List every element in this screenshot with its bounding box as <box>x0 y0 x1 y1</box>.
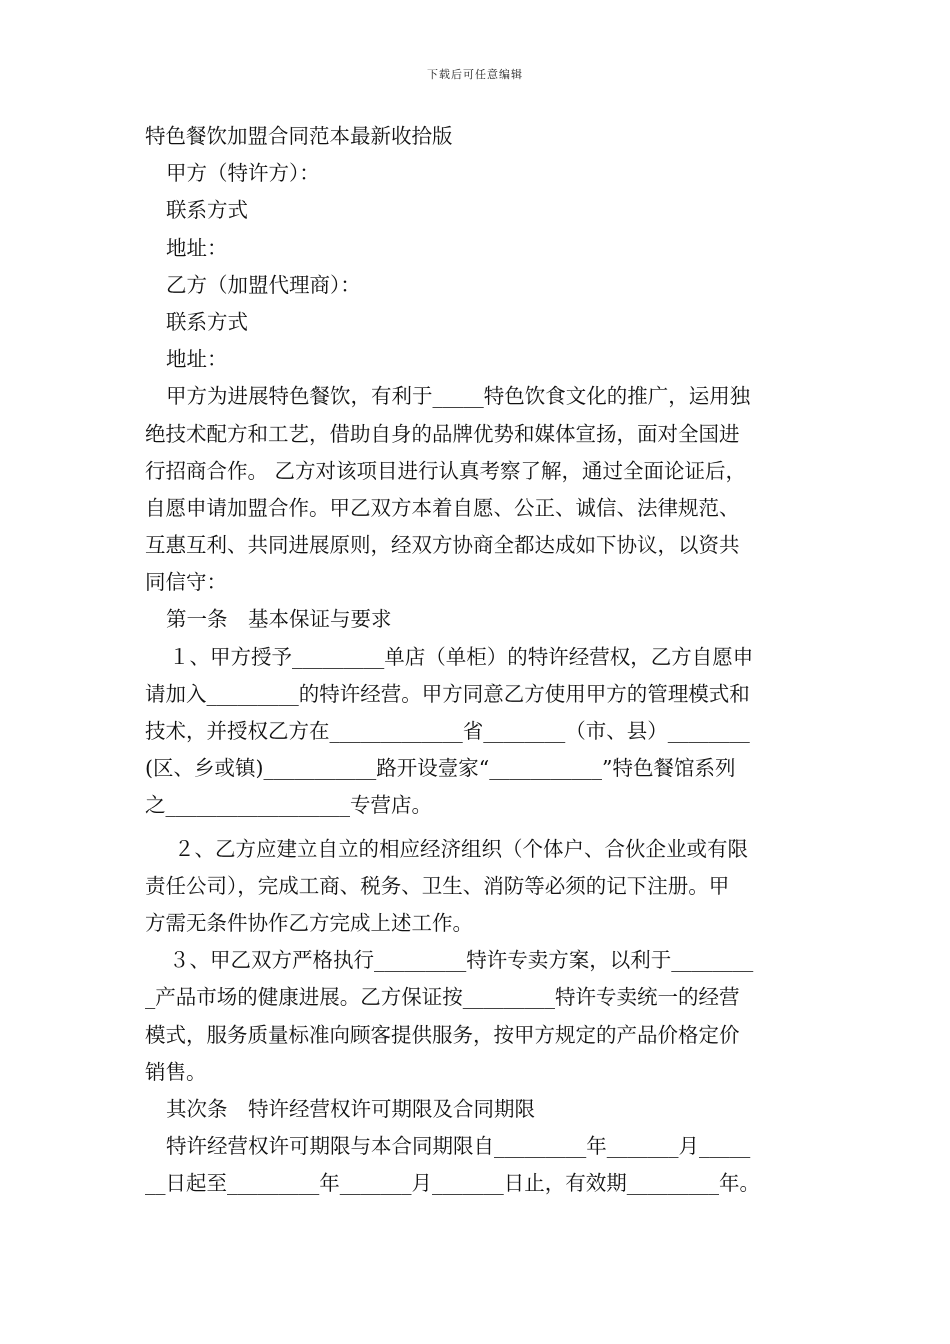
clause-line: 方需无条件协作乙方完成上述工作。 <box>145 910 473 935</box>
article1-clause1 <box>145 639 815 825</box>
party-a-contact: 联系方式 <box>166 198 248 223</box>
clause-line: 特许经营权许可期限与本合同期限自_________年_______月_____ <box>166 1134 751 1159</box>
intro-line: 互惠互利、共同进展原则，经双方协商全都达成如下协议，以资共 <box>145 533 740 558</box>
clause-line: 责任公司），完成工商、税务、卫生、消防等必须的记下注册。甲 <box>145 873 730 898</box>
intro-line: 甲方为进展特色餐饮，有利于_____特色饮食文化的推广，运用独 <box>166 384 751 409</box>
intro-paragraph <box>145 378 815 601</box>
document-body <box>145 118 815 1202</box>
clause-line: 技术，并授权乙方在_____________省________（市、县）________ <box>145 719 750 743</box>
article1-clause3 <box>145 942 815 1091</box>
intro-line: 行招商合作。 乙方对该项目进行认真考察了解，通过全面论证后， <box>145 458 747 483</box>
party-b-contact: 联系方式 <box>166 309 248 334</box>
party-b-label: 乙方（加盟代理商）： <box>166 272 361 297</box>
intro-line: 自愿申请加盟合作。甲乙双方本着自愿、公正、诚信、法律规范、 <box>145 495 740 520</box>
clause-line: _产品市场的健康进展。乙方保证按_________特许专卖统一的经营 <box>145 985 740 1010</box>
intro-line: 同信守： <box>145 570 227 595</box>
intro-line: 绝技术配方和工艺，借助自身的品牌优势和媒体宣扬，面对全国进 <box>145 421 740 446</box>
clause-line: 请加入_________的特许经营。甲方同意乙方使用甲方的管理模式和 <box>145 681 750 706</box>
clause-line: ３、甲乙双方严格执行_________特许专卖方案，以利于________ <box>169 948 754 973</box>
article2-heading: 其次条 特许经营权许可期限及合同期限 <box>166 1096 535 1121</box>
party-b-address: 地址： <box>166 347 228 372</box>
clause-line: １、甲方授予_________单店（单柜）的特许经营权，乙方自愿申 <box>169 644 754 669</box>
document-title: 特色餐饮加盟合同范本最新收拾版 <box>145 124 453 148</box>
party-a-address: 地址： <box>166 235 228 260</box>
clause-line: 销售。 <box>145 1059 207 1084</box>
article1-clause2 <box>145 831 815 943</box>
article2-paragraph <box>145 1128 815 1202</box>
article1-heading: 第一条 基本保证与要求 <box>166 607 392 632</box>
clause-line: ２、乙方应建立自立的相应经济组织（个体户、合伙企业或有限 <box>174 836 748 861</box>
header-note: 下载后可任意编辑 <box>427 68 523 81</box>
clause-line: __日起至_________年_______月_______日止，有效期_________年。 <box>145 1171 760 1196</box>
clause-line: 之__________________专营店。 <box>145 793 432 818</box>
party-a-label: 甲方（特许方）： <box>166 161 320 186</box>
clause-line: (区、乡或镇)___________路开设壹家“___________”特色餐馆系列 <box>145 756 736 781</box>
clause-line: 模式，服务质量标准向顾客提供服务，按甲方规定的产品价格定价 <box>145 1022 740 1047</box>
